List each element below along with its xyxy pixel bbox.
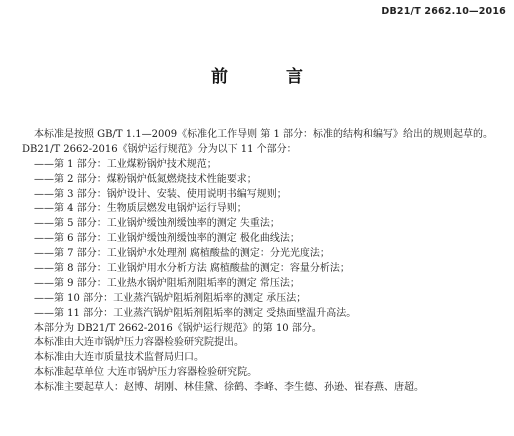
part-list-item: ——第 5 部分：工业锅炉缓蚀剂缓蚀率的测定 失重法；	[34, 218, 280, 230]
administrator-statement: 本标准由大连市质量技术监督局归口。	[34, 352, 204, 364]
drafting-unit-statement: 本标准起草单位 大连市锅炉压力容器检验研究院。	[34, 367, 258, 379]
intro-paragraph-parts-count: DB21/T 2662-2016《锅炉运行规范》分为以下 11 个部分：	[22, 143, 297, 155]
part-list-item: ——第 11 部分：工业蒸汽锅炉阻垢剂阻垢率的测定 受热面壁温升高法。	[34, 307, 357, 319]
part-statement: 本部分为 DB21/T 2662-2016《锅炉运行规范》的第 10 部分。	[34, 322, 322, 334]
proposer-statement: 本标准由大连市锅炉压力容器检验研究院提出。	[34, 337, 244, 349]
part-list-item: ——第 4 部分：生物质层燃发电锅炉运行导则；	[34, 203, 247, 215]
page-title: 前 言	[211, 67, 329, 87]
part-list-item: ——第 8 部分：工业锅炉用水分析方法 腐植酸盐的测定：容量分析法；	[34, 263, 350, 275]
intro-paragraph-drafting-rules: 本标准是按照 GB/T 1.1—2009《标准化工作导则 第 1 部分：标准的结构和编写》给出的规则起草的。	[34, 129, 493, 140]
part-list-item: ——第 10 部分：工业蒸汽锅炉阻垢剂阻垢率的测定 承压法；	[34, 292, 307, 304]
part-list-item: ——第 3 部分：锅炉设计、安装、使用说明书编写规则；	[34, 188, 287, 200]
part-list-item: ——第 7 部分：工业锅炉水处理剂 腐植酸盐的测定：分光光度法；	[34, 248, 330, 260]
drafters-statement: 本标准主要起草人：赵博、胡刚、林佳黛、徐鹤、李峰、李生德、孙逊、崔春燕、唐超。	[34, 382, 424, 394]
part-list-item: ——第 6 部分：工业锅炉缓蚀剂缓蚀率的测定 极化曲线法；	[34, 233, 300, 245]
part-list-item: ——第 9 部分：工业热水锅炉阻垢剂阻垢率的测定 常压法；	[34, 277, 300, 289]
part-list-item: ——第 2 部分：煤粉锅炉低氮燃烧技术性能要求；	[34, 173, 257, 185]
standard-code: DB21/T 2662.10—2016	[381, 6, 506, 17]
part-list-item: ——第 1 部分：工业煤粉锅炉技术规范；	[34, 158, 217, 170]
foreword-body	[22, 128, 510, 396]
